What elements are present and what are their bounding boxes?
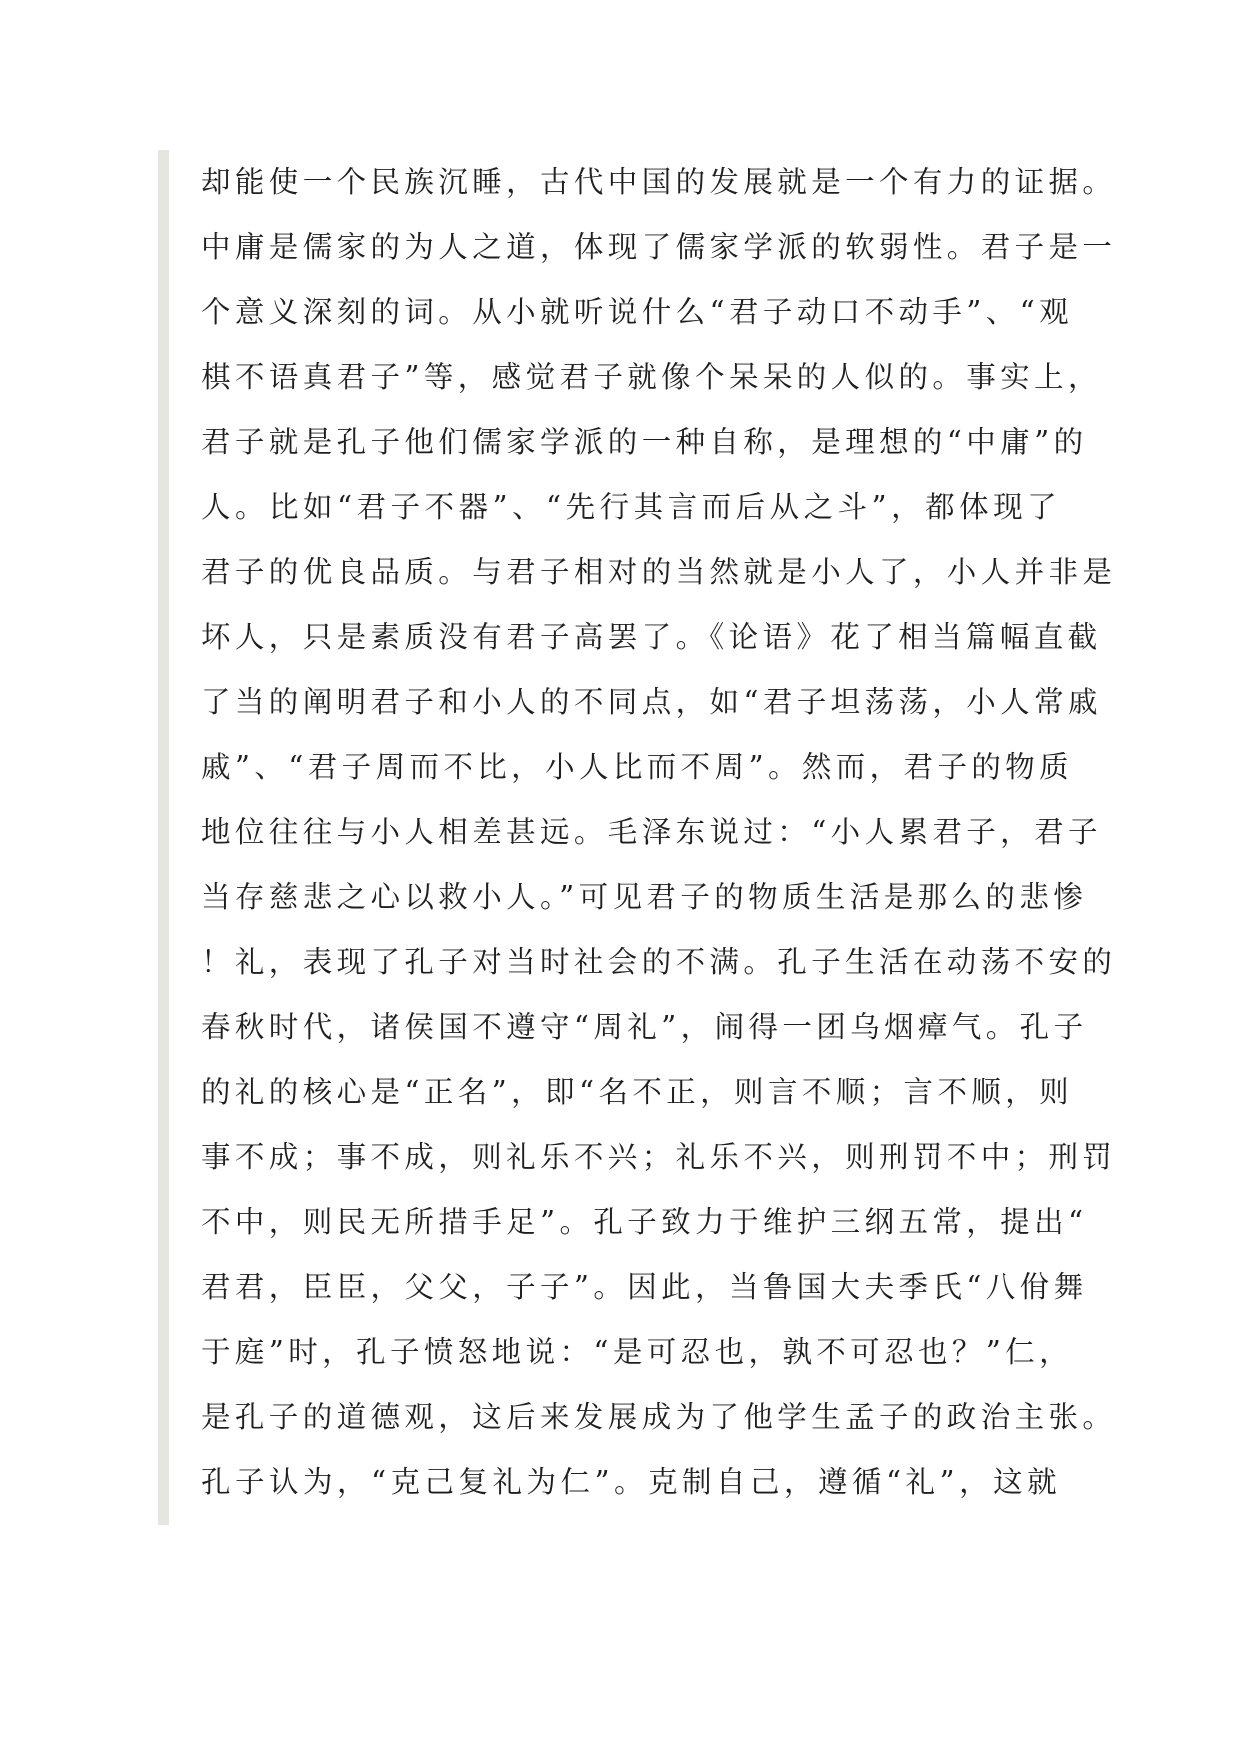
text-line: 君子的优良品质。与君子相对的当然就是小人了，小人并非是 [201,555,1117,589]
text-line: 于庭”时，孔子愤怒地说：“是可忍也，孰不可忍也？”仁， [201,1335,1074,1369]
text-line: 是孔子的道德观，这后来发展成为了他学生孟子的政治主张。 [201,1400,1117,1434]
text-line: 坏人，只是素质没有君子高罢了。《论语》花了相当篇幅直截 [201,620,1102,654]
text-line: 孔子认为，“克己复礼为仁”。克制自己，遵循“礼”，这就 [201,1465,1061,1499]
text-line: 的礼的核心是“正名”，即“名不正，则言不顺；言不顺，则 [201,1075,1074,1109]
text-line: 个意义深刻的词。从小就听说什么“君子动口不动手”、“观 [201,295,1074,329]
text-line: 春秋时代，诸侯国不遵守“周礼”，闹得一团乌烟瘴气。孔子 [201,1010,1088,1044]
left-margin-rule [158,150,169,1525]
text-line: 戚”、“君子周而不比，小人比而不周”。然而，君子的物质 [201,750,1074,784]
text-line: 事不成；事不成，则礼乐不兴；礼乐不兴，则刑罚不中；刑罚 [201,1140,1117,1174]
text-line: 中庸是儒家的为人之道，体现了儒家学派的软弱性。君子是一 [201,230,1117,264]
text-line: 地位往往与小人相差甚远。毛泽东说过：“小人累君子，君子 [201,815,1102,849]
text-line: 棋不语真君子”等，感觉君子就像个呆呆的人似的。事实上， [201,360,1102,394]
text-line: 当存慈悲之心以救小人。”可见君子的物质生活是那么的悲惨 [201,880,1088,914]
text-line: 君子就是孔子他们儒家学派的一种自称，是理想的“中庸”的 [201,425,1088,459]
text-line: 人。比如“君子不器”、“先行其言而后从之斗”，都体现了 [201,490,1061,524]
text-line: ！礼，表现了孔子对当时社会的不满。孔子生活在动荡不安的 [201,945,1117,979]
text-line: 却能使一个民族沉睡，古代中国的发展就是一个有力的证据。 [201,165,1117,199]
text-line: 君君，臣臣，父父，子子”。因此，当鲁国大夫季氏“八佾舞 [201,1270,1088,1304]
text-line: 了当的阐明君子和小人的不同点，如“君子坦荡荡，小人常戚 [201,685,1102,719]
body-text [201,150,1117,1515]
text-line: 不中，则民无所措手足”。孔子致力于维护三纲五常，提出“ [201,1205,1088,1239]
